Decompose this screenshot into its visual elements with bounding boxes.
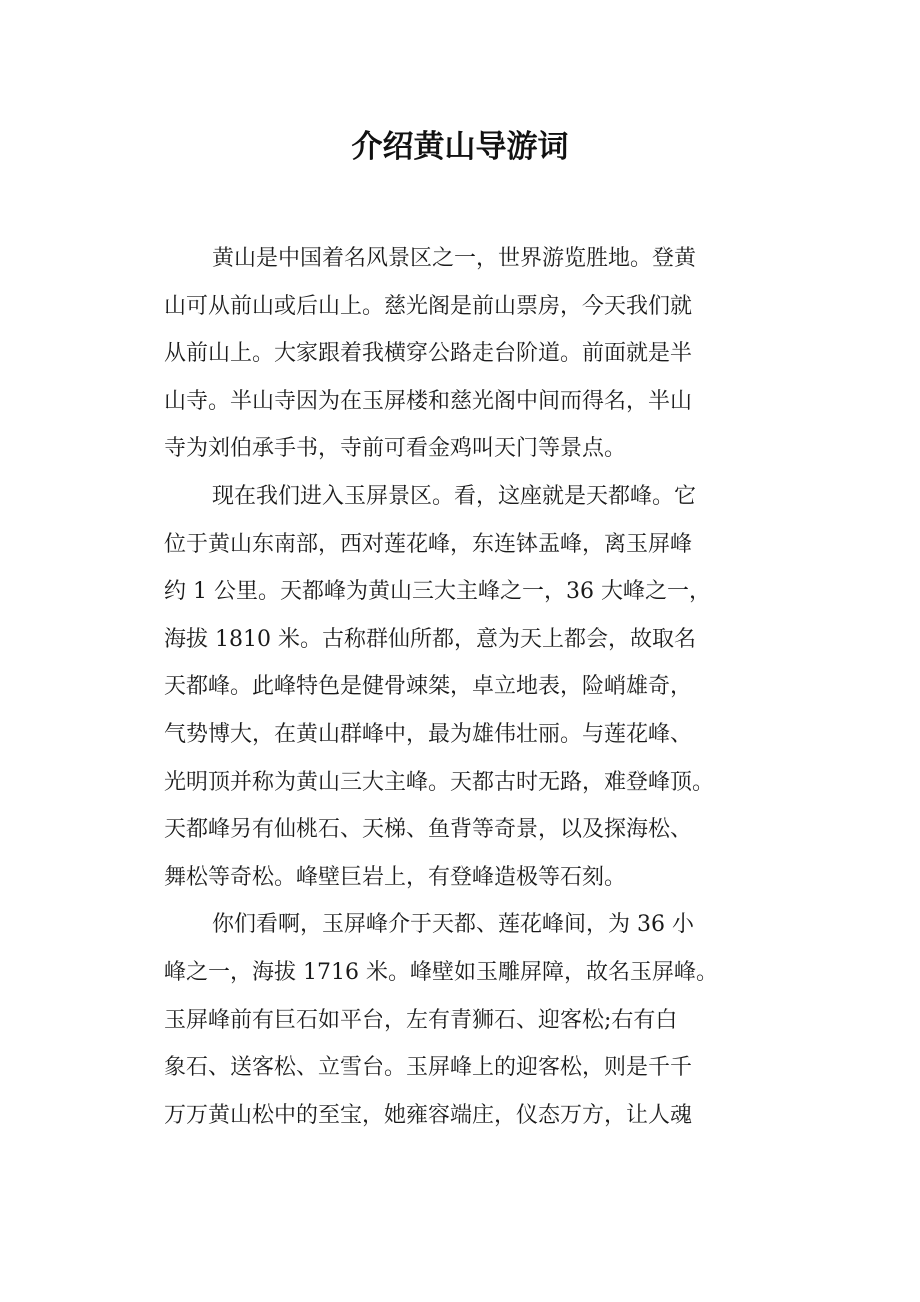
body-line: 你们看啊，玉屏峰介于天都、莲花峰间，为 36 小 bbox=[212, 912, 694, 938]
body-line: 山可从前山或后山上。慈光阁是前山票房，今天我们就 bbox=[164, 293, 693, 319]
document-body bbox=[164, 235, 764, 1139]
body-line: 位于黄山东南部，西对莲花峰，东连钵盂峰，离玉屏峰 bbox=[164, 531, 693, 557]
body-line: 象石、送客松、立雪台。玉屏峰上的迎客松，则是千千 bbox=[164, 1055, 693, 1081]
body-line: 现在我们进入玉屏景区。看，这座就是天都峰。它 bbox=[212, 483, 697, 509]
body-line: 气势博大，在黄山群峰中，最为雄伟壮丽。与莲花峰、 bbox=[164, 721, 693, 747]
body-line: 峰之一，海拔 1716 米。峰壁如玉雕屏障，故名玉屏峰。 bbox=[164, 959, 718, 985]
body-line: 舞松等奇松。峰壁巨岩上，有登峰造极等石刻。 bbox=[164, 864, 627, 890]
body-line: 海拔 1810 米。古称群仙所都，意为天上都会，故取名 bbox=[164, 626, 696, 652]
document-title: 介绍黄山导游词 bbox=[351, 129, 569, 165]
body-line: 黄山是中国着名风景区之一，世界游览胜地。登黄 bbox=[212, 246, 697, 271]
body-line: 天都峰另有仙桃石、天梯、鱼背等奇景，以及探海松、 bbox=[164, 817, 693, 843]
body-line: 从前山上。大家跟着我横穿公路走台阶道。前面就是半 bbox=[164, 341, 693, 367]
body-line: 玉屏峰前有巨石如平台，左有青狮石、迎客松;右有白 bbox=[164, 1007, 678, 1033]
body-line: 山寺。半山寺因为在玉屏楼和慈光阁中间而得名，半山 bbox=[164, 388, 693, 414]
body-line: 天都峰。此峰特色是健骨竦桀，卓立地表，险峭雄奇， bbox=[164, 674, 693, 700]
body-line: 光明顶并称为黄山三大主峰。天都古时无路，难登峰顶。 bbox=[164, 769, 715, 795]
body-line: 寺为刘伯承手书，寺前可看金鸡叫天门等景点。 bbox=[164, 436, 627, 462]
body-line: 万万黄山松中的至宝，她雍容端庄，仪态万方，让人魂 bbox=[164, 1102, 693, 1128]
body-line: 约 1 公里。天都峰为黄山三大主峰之一，36 大峰之一， bbox=[164, 579, 711, 605]
